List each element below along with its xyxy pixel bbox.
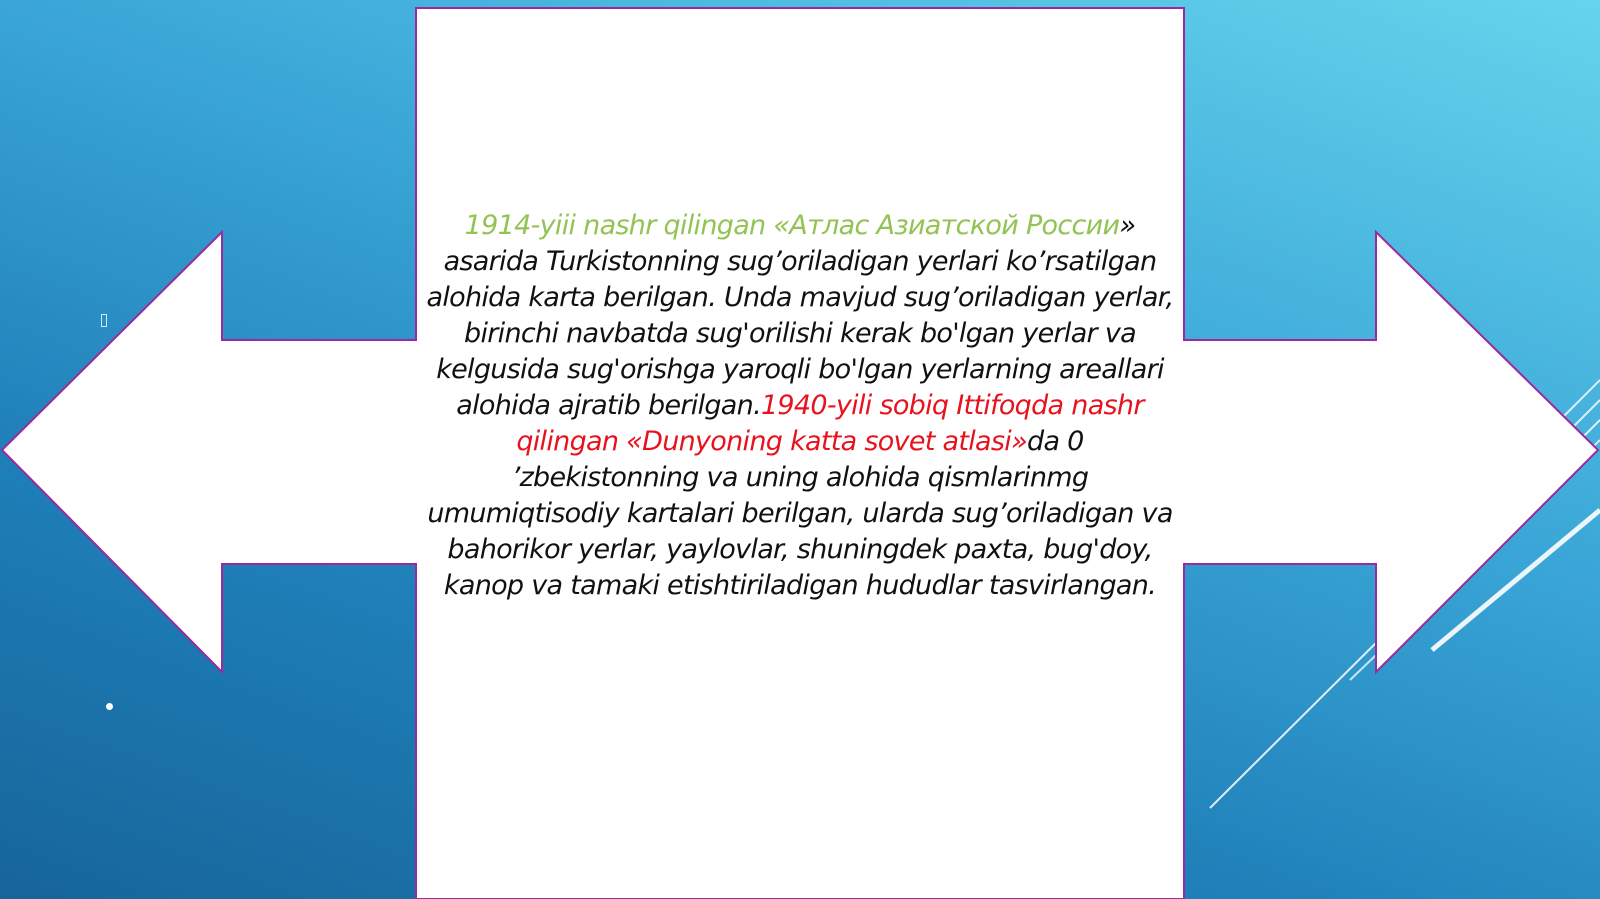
placeholder-glyph-icon	[101, 314, 107, 327]
decorative-line	[1560, 380, 1600, 420]
bullet-dot-icon	[106, 703, 113, 710]
atlas-1914-text: 1914-yiii nashr qilingan «Атлас Азиатской России	[464, 209, 1120, 241]
text-box	[416, 8, 1184, 899]
body-paragraph	[424, 208, 1176, 604]
irrigated-lands-text: » asarida Turkistonning sug’oriladigan yerlari ko’rsatilgan alohida karta berilgan. Unda mavjud sug’oriladigan yerlar, birinchi navbatda sug'orilishi kerak bo'lgan yerlar va kelgusida sug'orishga yaroqli bo'lgan yerlarning areallari alohida ajratib berilgan.	[426, 209, 1174, 421]
atlas-1940-text: 1940-yili sobiq Ittifoqda nashr qilingan «Dunyoning katta sovet atlasi»	[516, 389, 1144, 457]
economic-maps-text: da 0 ’zbekistonning va uning alohida qismlarinmg umumiqtisodiy kartalari berilgan, ularda sug’oriladigan va bahorikor yerlar, yaylovlar, shuningdek paxta, bug'doy, kanop va tamaki etishtiriladigan hududlar tasvirlangan.	[427, 425, 1173, 601]
